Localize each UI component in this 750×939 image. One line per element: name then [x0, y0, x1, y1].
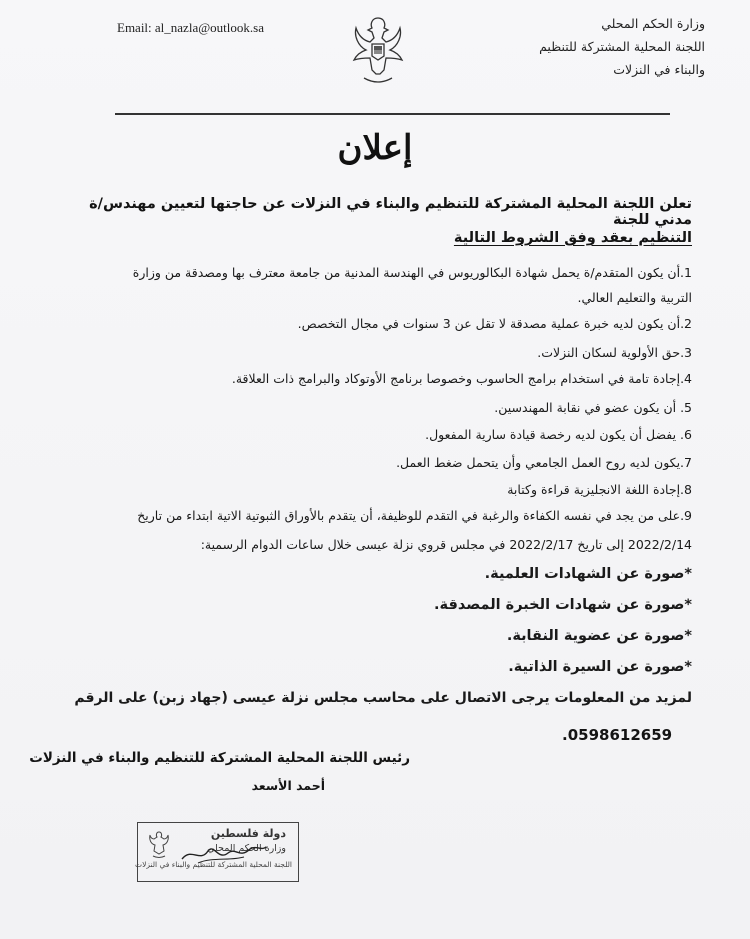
document-item-4: *صورة عن السيرة الذاتية. — [508, 659, 692, 675]
email-address: Email: al_nazla@outlook.sa — [117, 20, 264, 35]
document-item-2: *صورة عن شهادات الخبرة المصدقة. — [434, 597, 692, 613]
document-item-1: *صورة عن الشهادات العلمية. — [484, 566, 692, 582]
document-item-3: *صورة عن عضوية النقابة. — [506, 628, 692, 644]
requirement-2: 2.أن يكون لديه خبرة عملية مصدقة لا تقل عن 3 سنوات في مجال التخصص. — [297, 316, 692, 331]
header-divider — [115, 113, 670, 115]
handwritten-signature — [178, 837, 268, 867]
requirement-3: 3.حق الأولوية لسكان النزلات. — [537, 345, 692, 360]
requirement-1: 1.أن يكون المتقدم/ة يحمل شهادة البكالوريوس في الهندسة المدنية من جامعة معترف بها ومصدقة من وزارة — [132, 265, 692, 280]
ministry-line-1: وزارة الحكم المحلي — [601, 16, 705, 31]
application-dates: 2022/2/14 إلى تاريخ 2022/2/17 في مجلس قروي نزلة عيسى خلال ساعات الدوام الرسمية: — [200, 537, 692, 552]
contact-phone: .0598612659 — [562, 726, 673, 744]
stamp-line-1: دولة فلسطين — [210, 827, 286, 840]
stamp-emblem-icon — [148, 829, 170, 859]
requirement-4: 4.إجادة تامة في استخدام برامج الحاسوب وخصوصا برنامج الأوتوكاد والبرامج ذات العلاقة. — [231, 371, 692, 386]
ministry-line-3: والبناء في النزلات — [613, 62, 705, 77]
stamp-line-3: اللجنة المحلية المشتركة للتنظيم والبناء في النزلات — [135, 860, 292, 869]
intro-line-2: التنظيم بعقد وفق الشروط التالية — [453, 230, 692, 246]
official-stamp — [137, 822, 299, 882]
ministry-header — [539, 12, 705, 81]
contact-text: لمزيد من المعلومات يرجى الاتصال على محاسب مجلس نزلة عيسى (جهاد زبن) على الرقم — [74, 690, 692, 706]
stamp-line-2: وزارة الحكم المحلي — [207, 843, 286, 854]
signature-title: رئيس اللجنة المحلية المشتركة للتنظيم والبناء في النزلات — [29, 750, 410, 766]
requirement-6: 6. يفضل أن يكون لديه رخصة قيادة سارية المفعول. — [425, 427, 692, 442]
requirement-9: 9.على من يجد في نفسه الكفاءة والرغبة في التقدم للوظيفة، أن يتقدم بالأوراق الثبوتية الاتية ابتداء من تاريخ — [137, 508, 692, 523]
requirement-7: 7.يكون لديه روح العمل الجامعي وأن يتحمل ضغط العمل. — [396, 455, 692, 470]
palestine-eagle-emblem-icon — [350, 12, 406, 88]
requirement-5: 5. أن يكون عضو في نقابة المهندسين. — [494, 400, 692, 415]
page-title: إعلان — [337, 128, 413, 168]
intro-line-1: تعلن اللجنة المحلية المشتركة للتنظيم والبناء في النزلات عن حاجتها لتعيين مهندس/ة مدني للجنة — [89, 196, 692, 228]
ministry-line-2: اللجنة المحلية المشتركة للتنظيم — [539, 39, 705, 54]
requirement-1-cont: التربية والتعليم العالي. — [577, 290, 692, 305]
requirement-8: 8.إجادة اللغة الانجليزية قراءة وكتابة — [507, 482, 692, 497]
signature-name: أحمد الأسعد — [251, 778, 325, 793]
